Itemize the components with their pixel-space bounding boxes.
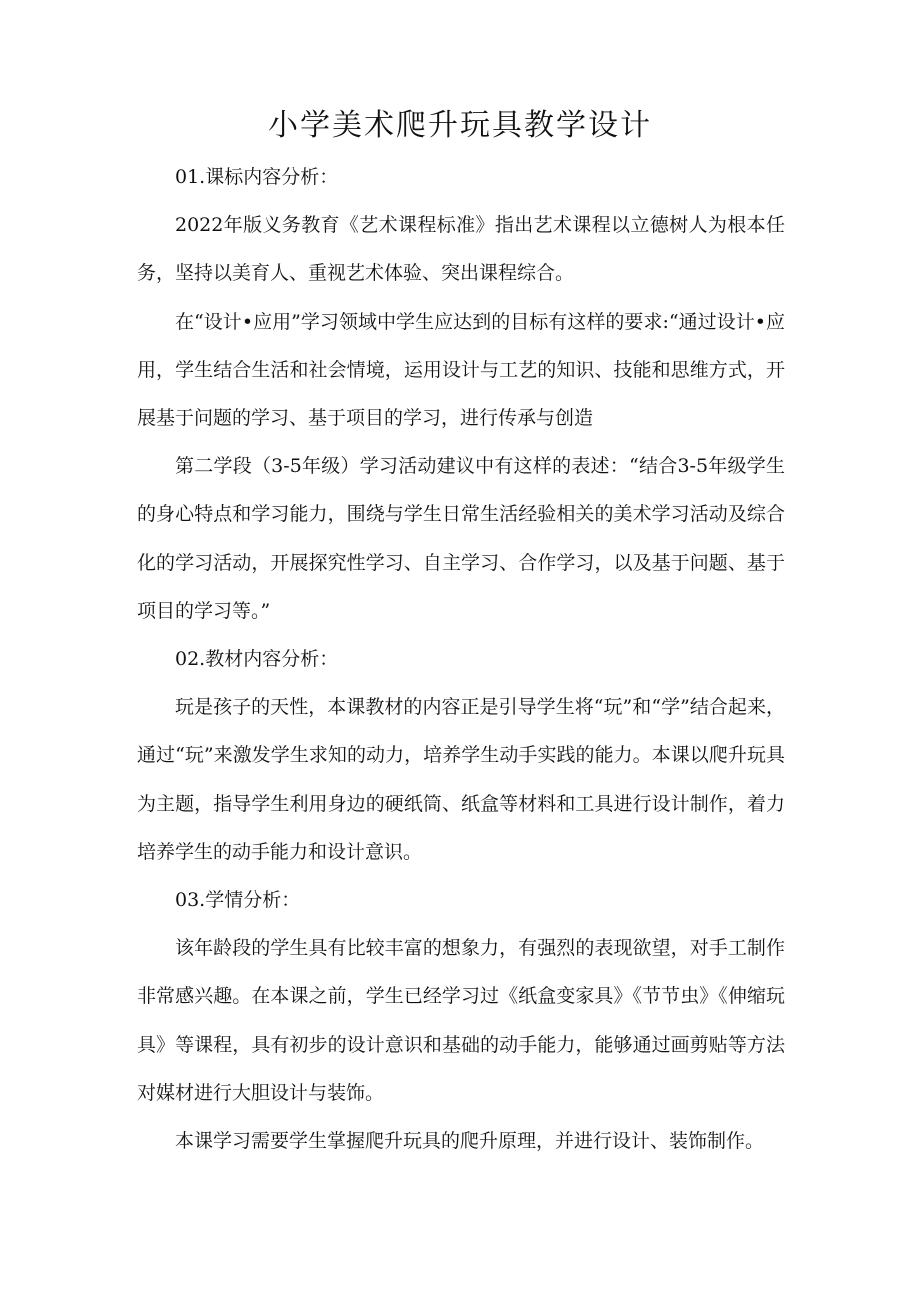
paragraph: 第二学段（3-5年级）学习活动建议中有这样的表述：“结合3-5年级学生的身心特点和学习能力，围绕与学生日常生活经验相关的美术学习活动及综合化的学习活动，开展探究性学习、自主学习、合作学习，以及基于问题、基于项目的学习等。” <box>137 455 785 622</box>
document-body <box>137 153 785 1165</box>
section-heading-learner: 03.学情分析： <box>175 889 301 912</box>
document-title: 小学美术爬升玩具教学设计 <box>268 108 652 143</box>
section-heading-curriculum: 01.课标内容分析： <box>175 166 339 188</box>
paragraph: 本课学习需要学生掌握爬升玩具的爬升原理，并进行设计、装饰制作。 <box>175 1130 765 1153</box>
section-heading-textbook: 02.教材内容分析： <box>175 648 339 671</box>
paragraph: 玩是孩子的天性，本课教材的内容正是引导学生将“玩”和“学”结合起来，通过“玩”来激发学生求知的动力，培养学生动手实践的能力。本课以爬升玩具为主题，指导学生利用身边的硬纸筒、纸盒等材料和工具进行设计制作，着力培养学生的动手能力和设计意识。 <box>137 696 785 863</box>
paragraph: 该年龄段的学生具有比较丰富的想象力，有强烈的表现欲望，对手工制作非常感兴趣。在本课之前，学生已经学习过《纸盒变家具》《节节虫》《伸缩玩具》等课程，具有初步的设计意识和基础的动手能力，能够通过画剪贴等方法对媒材进行大胆设计与装饰。 <box>137 937 785 1104</box>
paragraph: 在“设计•应用”学习领域中学生应达到的目标有这样的要求:“通过设计•应用，学生结合生活和社会情境，运用设计与工艺的知识、技能和思维方式，开展基于问题的学习、基于项目的学习，进行传承与创造 <box>137 310 785 430</box>
paragraph: 2022年版义务教育《艺术课程标准》指出艺术课程以立德树人为根本任务，坚持以美育人、重视艺术体验、突出课程综合。 <box>137 214 785 285</box>
